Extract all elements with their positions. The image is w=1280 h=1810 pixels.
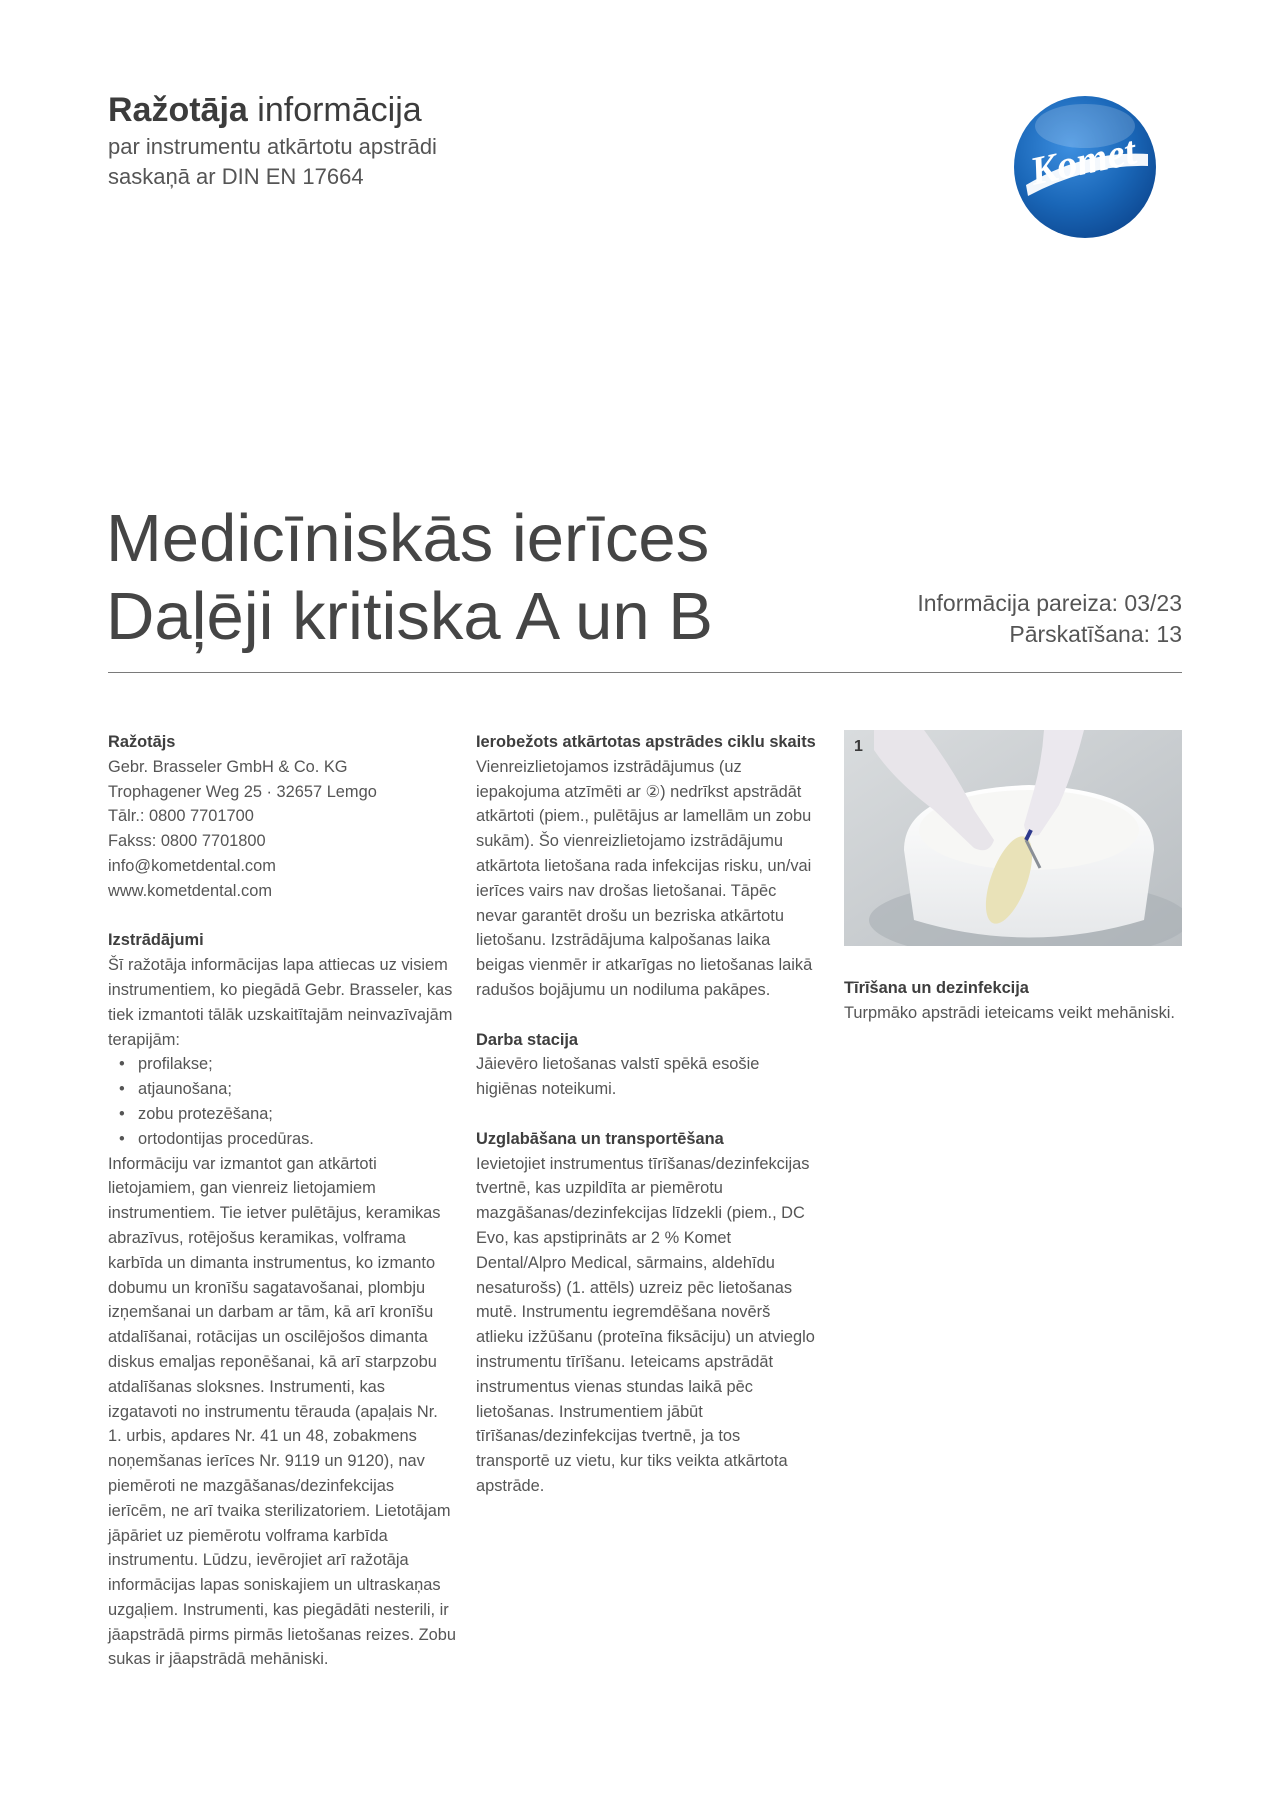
manufacturer-heading: Ražotājs — [108, 733, 176, 751]
manufacturer-line: Gebr. Brasseler GmbH & Co. KG — [108, 757, 348, 776]
products-intro: Šī ražotāja informācijas lapa attiecas uz visiem instrumentiem, ko piegādā Gebr. Brasseler, kas tiek izmantoti tālāk uzskaitītajām neinvazīvajām terapijām: — [108, 956, 453, 1049]
manufacturer-line: Trophagener Weg 25 · 32657 Lemgo — [108, 782, 377, 801]
manufacturer-line: info@kometdental.com — [108, 856, 276, 875]
products-heading: Izstrādājumi — [108, 931, 204, 950]
storage-body: Ievietojiet instrumentus tīrīšanas/dezinfekcijas tvertnē, kas uzpildīta ar piemērotu mazgāšanas/dezinfekcijas līdzekli (piem., DC Evo, kas apstiprināts ar 2 % Komet Dental/Alpro Medical, sārmains, aldehīdu nesaturošs) (1. attēls) uzreiz pēc lietošanas mutē. Instrumentu iegremdēšana novērš atlieku izžūšanu (proteīna fiksāciju) un atvieglo instrumentu tīrīšanu. Ieteicams apstrādāt instrumentus vienas stundas laikā pēc lietošanas. Instrumentiem jābūt tīrīšanas/dezinfekcijas tvertnē, ja tos transportē uz vietu, kur tiks veikta atkārtota apstrāde. — [476, 1154, 815, 1495]
document-header — [108, 88, 437, 192]
products-list — [108, 1052, 456, 1151]
figure-1-photo — [844, 730, 1182, 946]
header-subtitle-line1: par instrumentu atkārtotu apstrādi — [108, 134, 437, 159]
storage-heading: Uzglabāšana un transportēšana — [476, 1129, 724, 1148]
figure-number: 1 — [854, 738, 863, 755]
single-use-symbol-icon: ② — [645, 782, 661, 801]
workstation-section — [476, 1028, 816, 1102]
manufacturer-line: Tālr.: 0800 7701700 — [108, 807, 254, 826]
limited-cycles-body-end: ) nedrīkst apstrādāt atkārtoti (piem., pulētājus ar lamellām un zobu sukām). Šo vienreizlietojamo izstrādājumu atkārtota lietošana rada infekcijas risku, un/vai ierīces vairs nav drošas lietošanai. Tāpēc nevar garantēt drošu un bezriska atkārtotu lietošanu. Izstrādājuma kalpošanas laika beigas vienmēr ir atkarīgas no lietošanas laikā radušos bojājumu un nodiluma pakāpes. — [476, 782, 813, 999]
photo-illustration-icon — [844, 730, 1182, 946]
list-item: • zobu protezēšana; — [108, 1102, 456, 1127]
header-subtitle-line2: saskaņā ar DIN EN 17664 — [108, 164, 364, 189]
column-2 — [476, 730, 816, 1524]
products-section — [108, 928, 456, 1672]
manufacturer-line: www.kometdental.com — [108, 881, 272, 900]
manufacturer-section — [108, 730, 456, 904]
cleaning-section — [844, 976, 1182, 1026]
main-title-line1: Medicīniskās ierīces — [106, 501, 710, 576]
logo-text: Komet — [1026, 127, 1140, 194]
limited-cycles-heading: Ierobežots atkārtotas apstrādes ciklu skaits — [476, 733, 816, 751]
list-item: • atjaunošana; — [108, 1077, 456, 1102]
limited-cycles-body-start: Vienreizlietojamos izstrādājumus (uz iepakojuma atzīmēti ar — [476, 757, 742, 801]
cleaning-heading: Tīrīšana un dezinfekcija — [844, 979, 1029, 997]
komet-logo — [1008, 90, 1162, 244]
products-body: Informāciju var izmantot gan atkārtoti lietojamiem, gan vienreiz lietojamiem instrumentiem. Tie ietver pulētājus, keramikas abrazīvus, rotējošus keramikas, volframa karbīda un dimanta instrumentus, ko izmanto dobumu un kronīšu sagatavošanai, plombju izņemšanai un darbam ar tām, kā arī kronīšu atdalīšanai, rotācijas un oscilējošos dimanta diskus emaljas reponēšanai, kā arī starpzobu atdalīšanas sloksnes. Instrumenti, kas izgatavoti no instrumentu tērauda (apaļais Nr. 1. urbis, apdares Nr. 41 un 48, zobakmens noņemšanas ierīces Nr. 9119 un 9120), nav piemēroti ne mazgāšanas/dezinfekcijas ierīcēm, ne arī tvaika sterilizatoriem. Lietotājam jāpāriet uz piemērotu volframa karbīda instrumentu. Lūdzu, ievērojiet arī ražotāja informācijas lapas soniskajiem un ultraskaņas uzgaļiem. Instrumenti, kas piegādāti nesterili, ir jāapstrādā pirms pirmās lietošanas reizes. Zobu sukas ir jāapstrādā mehāniski. — [108, 1154, 456, 1669]
header-title — [108, 88, 437, 132]
column-3 — [844, 730, 1182, 1050]
workstation-body: Jāievēro lietošanas valstī spēkā esošie higiēnas noteikumi. — [476, 1055, 760, 1099]
list-item: • profilakse; — [108, 1052, 456, 1077]
document-meta — [917, 588, 1182, 650]
header-title-light: informācija — [257, 91, 422, 129]
main-title-line2: Daļēji kritiska A un B — [106, 579, 713, 654]
cleaning-body: Turpmāko apstrādi ieteicams veikt mehāniski. — [844, 1003, 1175, 1022]
limited-cycles-body — [476, 755, 816, 1003]
komet-logo-icon — [1008, 90, 1162, 244]
limited-cycles-section — [476, 730, 816, 1003]
info-date: Informācija pareiza: 03/23 — [917, 590, 1182, 616]
list-item: • ortodontijas procedūras. — [108, 1127, 456, 1152]
divider — [108, 672, 1182, 673]
header-title-bold: Ražotāja — [108, 91, 248, 129]
manufacturer-line: Fakss: 0800 7701800 — [108, 832, 266, 851]
storage-section — [476, 1127, 816, 1499]
main-title — [106, 500, 713, 656]
workstation-heading: Darba stacija — [476, 1030, 579, 1049]
revision: Pārskatīšana: 13 — [1009, 621, 1182, 647]
column-1 — [108, 730, 456, 1697]
